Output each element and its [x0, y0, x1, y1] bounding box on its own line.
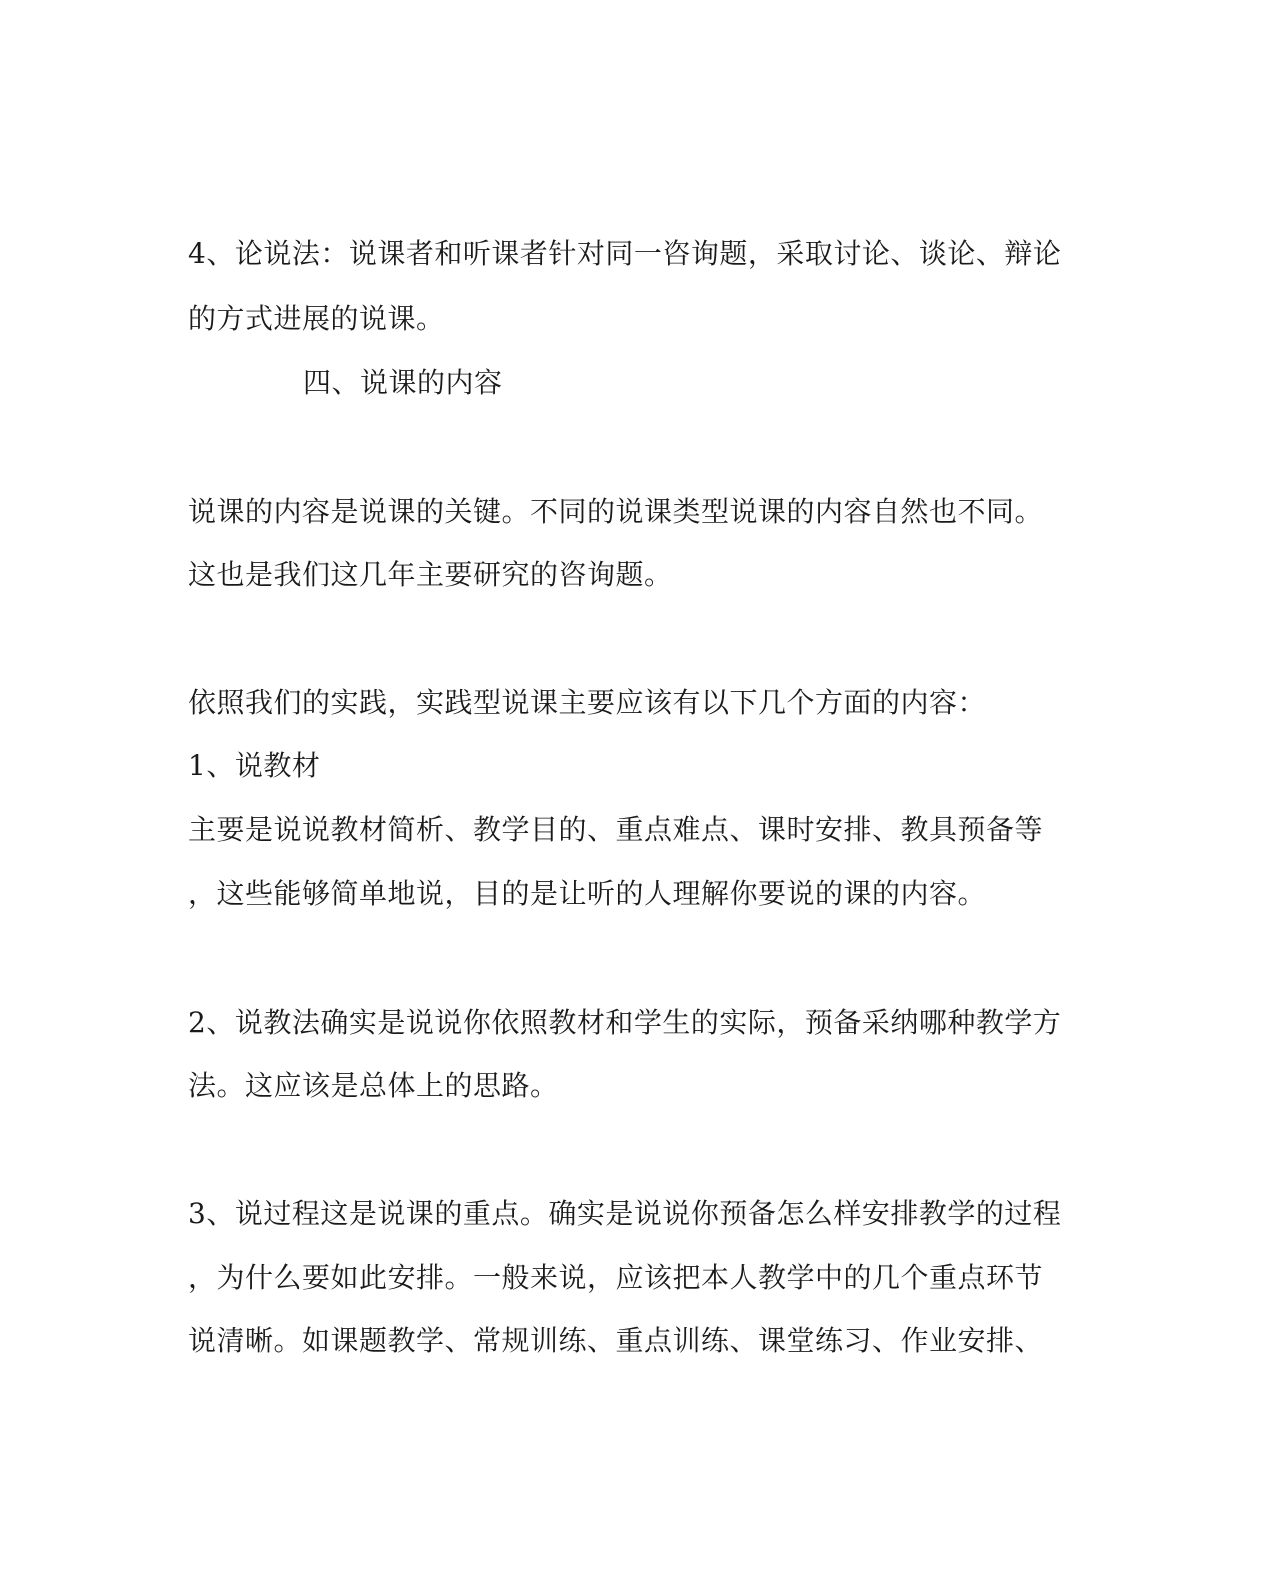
paragraph-line: ，为什么要如此安排。一般来说，应该把本人教学中的几个重点环节	[188, 1261, 1044, 1294]
list-item-heading: 1、说教材	[188, 749, 321, 782]
paragraph-line: 主要是说说教材简析、教学目的、重点难点、课时安排、教具预备等	[188, 813, 1044, 846]
paragraph-line: ，这些能够简单地说，目的是让听的人理解你要说的课的内容。	[188, 877, 987, 910]
paragraph-line: 2、说教法确实是说说你依照教材和学生的实际，预备采纳哪种教学方	[188, 1006, 1062, 1039]
paragraph-line: 说清晰。如课题教学、常规训练、重点训练、课堂练习、作业安排、	[188, 1324, 1044, 1357]
paragraph-line: 依照我们的实践，实践型说课主要应该有以下几个方面的内容：	[188, 686, 987, 719]
paragraph-line: 3、说过程这是说课的重点。确实是说说你预备怎么样安排教学的过程	[188, 1197, 1062, 1230]
paragraph-line: 这也是我们这几年主要研究的咨询题。	[188, 558, 673, 591]
paragraph-line: 说课的内容是说课的关键。不同的说课类型说课的内容自然也不同。	[188, 495, 1044, 528]
paragraph-line: 的方式进展的说课。	[188, 302, 445, 335]
paragraph-line: 法。这应该是总体上的思路。	[188, 1069, 559, 1102]
section-heading: 四、说课的内容	[303, 366, 503, 399]
paragraph-line: 4、论说法：说课者和听课者针对同一咨询题，采取讨论、谈论、辩论	[188, 237, 1062, 270]
